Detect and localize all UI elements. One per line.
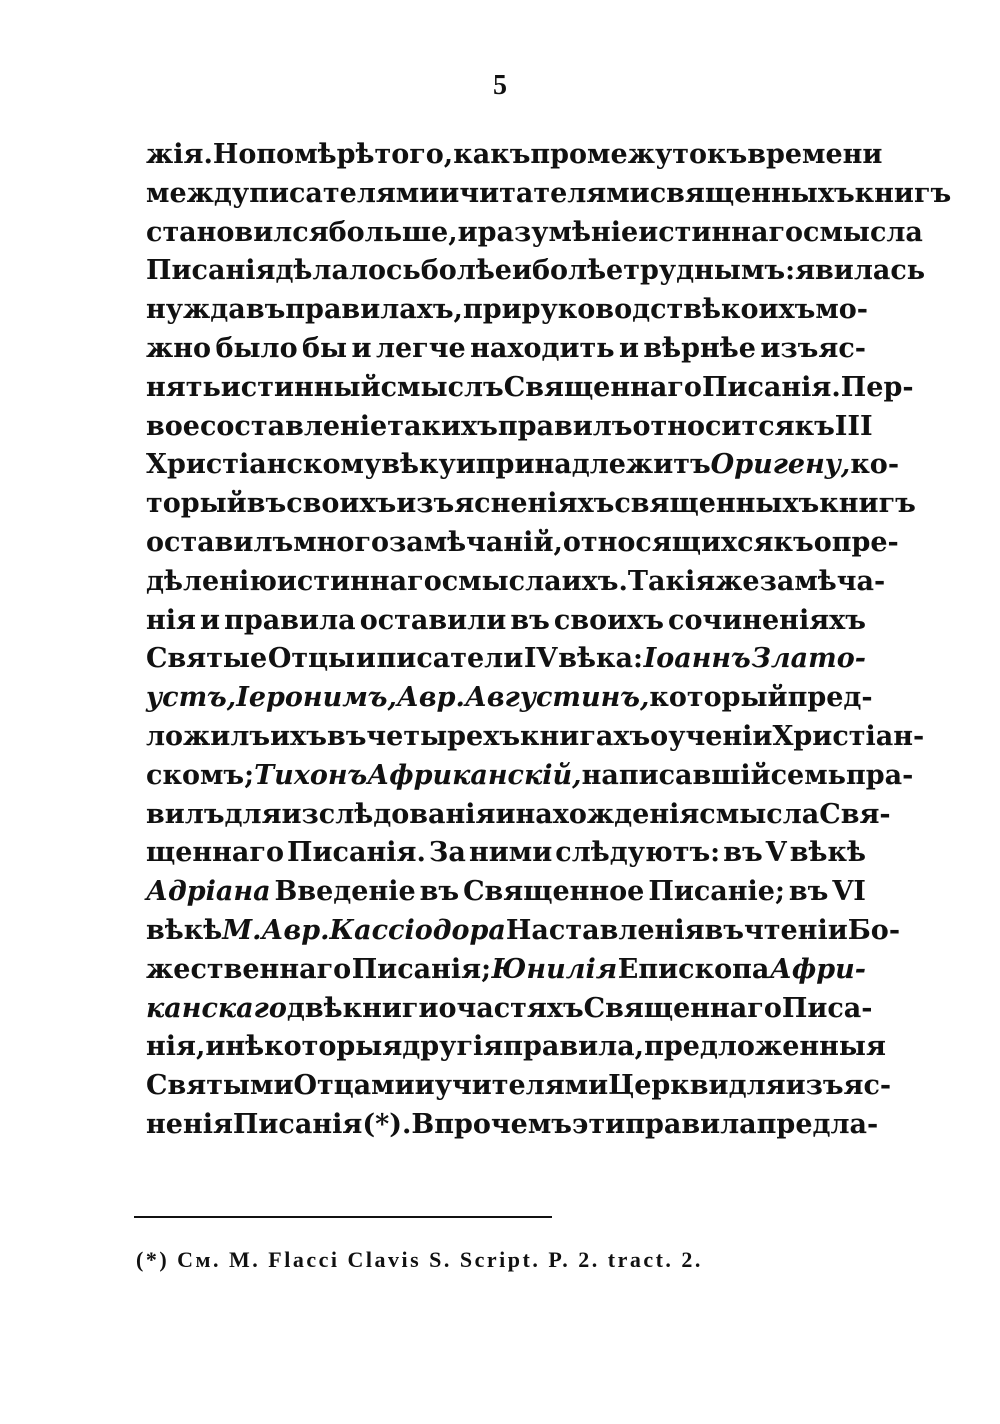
word: изъяс- (785, 1070, 892, 1102)
text-line (146, 214, 923, 253)
word: ними (468, 837, 553, 869)
word: Христіан- (772, 720, 925, 752)
text-line (146, 912, 901, 951)
word: вилъ (146, 798, 225, 830)
text-line (146, 718, 925, 757)
word: Священнаго (503, 371, 702, 403)
word: Отцами (293, 1070, 415, 1102)
word: другія (402, 1031, 504, 1063)
text-line (146, 252, 926, 291)
word: для (728, 1070, 786, 1102)
word: своихъ (286, 488, 397, 520)
word: болѣе (532, 255, 624, 287)
text-line (146, 1028, 886, 1067)
word: для (224, 798, 282, 830)
word: VI (832, 876, 866, 908)
word: изъясненіяхъ (396, 488, 615, 520)
word: въ (326, 720, 367, 752)
word: мо- (815, 294, 869, 326)
word: въ (788, 876, 829, 908)
text-line (146, 796, 891, 835)
word: Епископа (617, 953, 770, 985)
word: промежутокъ (530, 139, 748, 170)
body-text (146, 136, 952, 1145)
word: при (462, 294, 522, 326)
word: легче (375, 332, 466, 364)
text-line (146, 990, 873, 1029)
word: руководствѣ (521, 294, 721, 326)
word: ко- (850, 449, 900, 481)
italic-word: Злато- (751, 643, 866, 675)
word: Бо- (847, 914, 901, 946)
word: между (146, 177, 250, 209)
word: IV (523, 643, 558, 675)
word: писатели (376, 643, 524, 675)
word: Такія (627, 565, 716, 597)
word: сочиненіяхъ (668, 604, 866, 636)
word: правила (625, 1108, 757, 1140)
word: болѣе (420, 255, 512, 287)
italic-word: канскаго (146, 992, 287, 1024)
word: и (205, 1031, 226, 1063)
word: о (650, 720, 669, 752)
word: какъ (453, 139, 531, 170)
word: къ (773, 526, 814, 558)
word: въ (245, 294, 286, 326)
word: Пер- (840, 371, 914, 403)
word: написавшій (581, 759, 771, 791)
word: нять (146, 371, 221, 403)
word: ихъ (270, 720, 327, 752)
word: вое (146, 410, 200, 442)
word: разумѣніе (477, 216, 639, 248)
word: въ (704, 914, 745, 946)
word: истиннаго (276, 565, 442, 597)
word: правила, (503, 1031, 645, 1063)
word: Но (212, 139, 257, 170)
word: Христіанскому (146, 449, 382, 481)
text-line (146, 524, 899, 563)
word: больше, (328, 216, 458, 248)
text-line (146, 602, 866, 641)
word: Писанія. (701, 371, 841, 403)
text-line (146, 136, 883, 175)
word: правила (224, 604, 356, 636)
text-line (146, 369, 914, 408)
word: ложилъ (146, 720, 271, 752)
word: (*). (362, 1108, 412, 1140)
word: эти (572, 1108, 626, 1140)
word: въ (510, 604, 550, 636)
italic-word: Іеронимъ, (236, 682, 397, 714)
italic-word: М. (222, 914, 262, 946)
italic-word: Авр. (261, 914, 330, 946)
word: предложенныя (644, 1031, 886, 1063)
italic-word: устъ, (146, 682, 237, 714)
word: четырехъ (366, 720, 521, 752)
word: Церкви (608, 1070, 729, 1102)
word: Писа- (781, 992, 873, 1024)
word: Писанія. (287, 837, 426, 869)
word: времени (747, 139, 883, 170)
italic-word: Августинъ, (464, 682, 650, 714)
word: Святые (146, 643, 268, 675)
word: книгъ (854, 177, 952, 209)
word: пра- (846, 759, 914, 791)
word: чтеніи (744, 914, 848, 946)
word: жія. (146, 139, 213, 170)
text-line (146, 175, 952, 214)
word: нужда (146, 294, 246, 326)
word: вѣкѣ (146, 914, 223, 946)
word: смысла (699, 798, 820, 830)
word: слѣдуютъ: (555, 837, 721, 869)
word: принадлежитъ (475, 449, 711, 481)
word: который (649, 682, 788, 714)
word: щеннаго (146, 837, 284, 869)
word: смыслъ (380, 371, 504, 403)
word: въ (723, 837, 763, 869)
text-line (146, 446, 900, 485)
italic-word: Адріана (146, 876, 271, 908)
word: вѣрнѣе (643, 332, 756, 364)
word: къ (794, 410, 835, 442)
text-line (146, 330, 866, 369)
text-line (146, 679, 873, 718)
word: относится (632, 410, 795, 442)
text-line (146, 408, 873, 447)
word: ученіи (668, 720, 773, 752)
word: бы (302, 332, 348, 364)
word: и (355, 643, 376, 675)
italic-word: Іоаннъ (643, 643, 751, 675)
word: же (715, 565, 760, 597)
italic-word: Африканскій, (367, 759, 582, 791)
word: жественнаго (146, 953, 352, 985)
word: и (495, 798, 516, 830)
word: смысла (803, 216, 923, 248)
word: оставилъ (146, 526, 294, 558)
word: ихъ. (561, 565, 628, 597)
text-line (146, 1067, 892, 1106)
word: составленіе (199, 410, 388, 442)
word: правилахъ, (285, 294, 463, 326)
text-line (146, 873, 866, 912)
word: жно (146, 332, 212, 364)
word: двѣ (286, 992, 343, 1024)
word: вѣка: (558, 643, 643, 675)
text-line (146, 951, 866, 990)
word: священныхъ (649, 177, 855, 209)
word: и (414, 1070, 435, 1102)
word: священныхъ (614, 488, 820, 520)
italic-word: Авр. (396, 682, 465, 714)
italic-word: Юнилія (491, 953, 618, 985)
word: труднымъ: (623, 255, 796, 287)
word: Свя- (819, 798, 891, 830)
word: и (457, 216, 478, 248)
word: истиннаго (638, 216, 803, 248)
word: дѣленію (146, 565, 277, 597)
text-line (146, 1106, 879, 1145)
word: Впрочемъ (411, 1108, 572, 1140)
text-line (146, 834, 866, 873)
word: нахожденія (515, 798, 700, 830)
page-number: 5 (493, 70, 507, 101)
word: правилъ (497, 410, 633, 442)
word: нѣкоторыя (225, 1031, 403, 1063)
word: замѣчаній, (389, 526, 563, 558)
word: книгахъ (520, 720, 651, 752)
word: относящихся (562, 526, 774, 558)
italic-word: Афри- (769, 953, 866, 985)
word: скомъ; (146, 759, 255, 791)
word: пред- (787, 682, 873, 714)
word: истинный (220, 371, 381, 403)
word: и (439, 177, 460, 209)
word: книги (342, 992, 439, 1024)
word: того, (374, 139, 454, 170)
word: мѣрѣ (294, 139, 375, 170)
word: изъяс- (760, 332, 866, 364)
word: Писаніе; (648, 876, 785, 908)
word: находить (470, 332, 615, 364)
word: ненія (146, 1108, 233, 1140)
word: дѣлалось (275, 255, 421, 287)
word: въ (419, 876, 460, 908)
word: учителями (434, 1070, 609, 1102)
word: Отцы (267, 643, 356, 675)
text-line (146, 757, 914, 796)
word: Писанія; (351, 953, 492, 985)
word: Святыми (146, 1070, 294, 1102)
word: по (256, 139, 295, 170)
word: опре- (813, 526, 899, 558)
word: и (618, 332, 639, 364)
word: своихъ (553, 604, 664, 636)
word: V (765, 837, 787, 869)
word: было (215, 332, 298, 364)
word: коихъ (721, 294, 816, 326)
word: Наставленія (505, 914, 705, 946)
word: III (834, 410, 873, 442)
word: семь (770, 759, 847, 791)
word: изслѣдованія (281, 798, 496, 830)
word: явилась (795, 255, 926, 287)
word: Введеніе (274, 876, 416, 908)
word: и (511, 255, 533, 287)
word: въ (246, 488, 287, 520)
word: За (428, 837, 466, 869)
word: много (293, 526, 389, 558)
footnote: (*) См. M. Flacci Clavis S. Script. P. 2. tract. 2. (136, 1247, 703, 1272)
word: книгъ (819, 488, 916, 520)
word: и (200, 604, 221, 636)
text-line (146, 291, 869, 330)
italic-word: Тихонъ (254, 759, 368, 791)
word: Священное (463, 876, 645, 908)
word: частяхъ (456, 992, 584, 1024)
word: такихъ (387, 410, 498, 442)
footnote-divider (134, 1216, 552, 1218)
word: Писанія (232, 1108, 363, 1140)
text-line (146, 563, 886, 602)
word: писателями (249, 177, 440, 209)
word: Писанія (146, 255, 276, 287)
text-line (146, 485, 916, 524)
word: и (455, 449, 476, 481)
text-line (146, 640, 866, 679)
word: оставили (359, 604, 507, 636)
word: становился (146, 216, 329, 248)
word: торый (146, 488, 247, 520)
word: нія, (146, 1031, 206, 1063)
word: вѣку (381, 449, 456, 481)
word: и (351, 332, 372, 364)
word: вѣкѣ (789, 837, 866, 869)
word: нія (146, 604, 196, 636)
word: Священнаго (583, 992, 782, 1024)
italic-word: Оригену, (710, 449, 851, 481)
word: читателями (459, 177, 650, 209)
word: предла- (756, 1108, 879, 1140)
word: замѣча- (759, 565, 886, 597)
word: смысла (441, 565, 562, 597)
word: о (438, 992, 457, 1024)
italic-word: Кассіодора (329, 914, 506, 946)
